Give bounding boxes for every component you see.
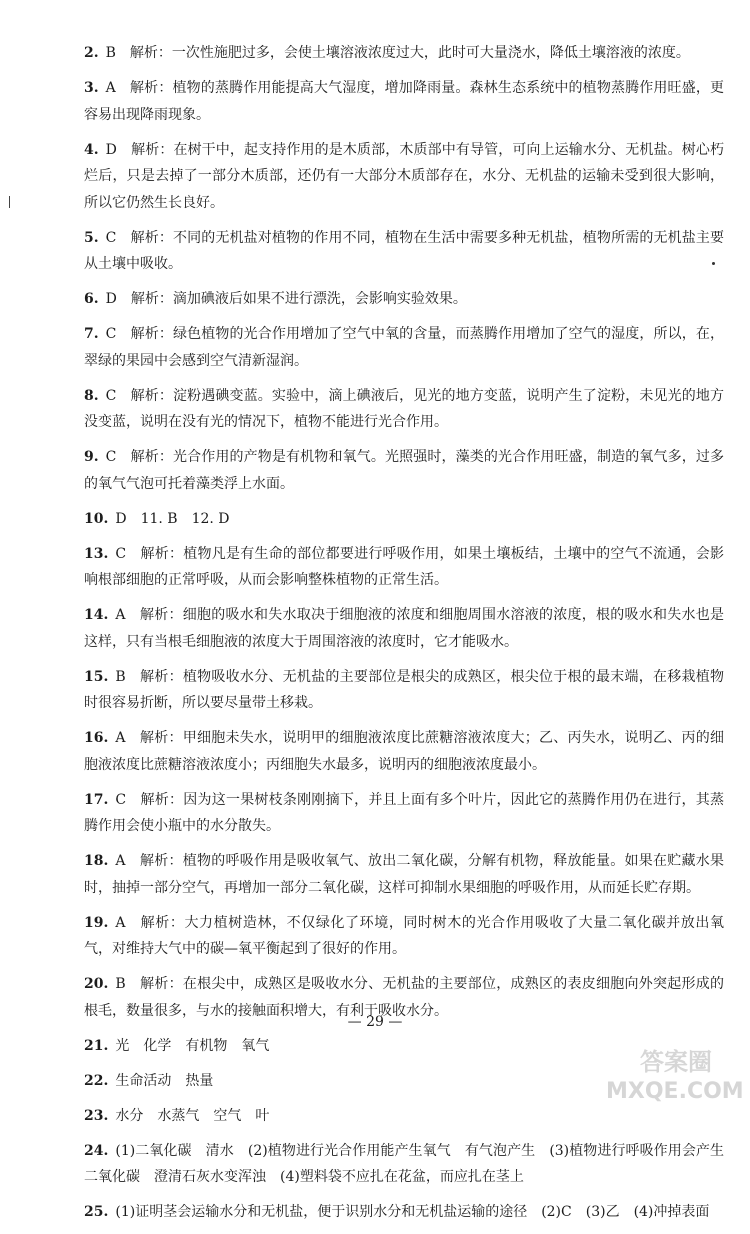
answer-item-13: 13. C 解析：植物凡是有生命的部位都要进行呼吸作用，如果土壤板结，土壤中的空气不流通，会影响根部细胞的正常呼吸，从而会影响整株植物的正常生活。 [84,545,724,588]
answer-item-3: 3. A 解析：植物的蒸腾作用能提高大气湿度，增加降雨量。森林生态系统中的植物蒸腾作用旺盛，更容易出现降雨现象。 [84,80,724,123]
answer-item-7: 7. C 解析：绿色植物的光合作用增加了空气中氧的含量，而蒸腾作用增加了空气的湿度，所以，在，翠绿的果园中会感到空气清新湿润。 [84,326,724,369]
answer-item-24: 24. (1)二氧化碳 清水 (2)植物进行光合作用能产生氧气 有气泡产生 (3)植物进行呼吸作用会产生二氧化碳 澄清石灰水变浑浊 (4)塑料袋不应扎在花盆，而应扎在茎上 [84,1142,724,1185]
answer-item-8: 8. C 解析：淀粉遇碘变蓝。实验中，滴上碘液后，见光的地方变蓝，说明产生了淀粉，未见光的地方没变蓝，说明在没有光的情况下，植物不能进行光合作用。 [84,387,724,430]
answer-item-25: 25. (1)证明茎会运输水分和无机盐，便于识别水分和无机盐运输的途径 (2)C (3)乙 (4)冲掉表面 [84,1204,710,1220]
answer-item-22: 22. 生命活动 热量 [84,1072,214,1089]
answer-item-4: 4. D 解析：在树干中，起支持作用的是木质部，木质部中有导管，可向上运输水分、无机盐。树心朽烂后，只是去掉了一部分木质部，还仍有一大部分木质部存在，水分、无机盐的运输未受到很大影响，所以它仍然生长良好。 [84,141,724,211]
page-number: — 29 — [347,1014,403,1030]
answer-item-18: 18. A 解析：植物的呼吸作用是吸收氧气、放出二氧化碳，分解有机物，释放能量。如果在贮藏水果时，抽掉一部分空气，再增加一部分二氧化碳，这样可抑制水果细胞的呼吸作用，从而延长贮存期。 [84,853,724,896]
answer-item-16: 16. A 解析：甲细胞未失水，说明甲的细胞液浓度比蔗糖溶液浓度大；乙、丙失水，说明乙、丙的细胞液浓度比蔗糖溶液浓度小；丙细胞失水最多，说明丙的细胞液浓度最小。 [84,730,724,773]
answer-item-2: 2. B 解析：一次性施肥过多，会使土壤溶液浓度过大，此时可大量浇水，降低土壤溶液的浓度。 [84,45,690,61]
answer-item-10-12: 10. D 11. B 12. D [84,510,230,527]
answer-item-23: 23. 水分 水蒸气 空气 叶 [84,1107,270,1124]
answer-item-19: 19. A 解析：大力植树造林，不仅绿化了环境，同时树木的光合作用吸收了大量二氧化碳并放出氧气，对维持大气中的碳—氧平衡起到了很好的作用。 [84,914,724,957]
answer-item-14: 14. A 解析：细胞的吸水和失水取决于细胞液的浓度和细胞周围水溶液的浓度，根的吸水和失水也是这样，只有当根毛细胞液的浓度大于周围溶液的浓度时，它才能吸水。 [84,607,724,650]
watermark-logo [600,1040,746,1104]
answer-item-17: 17. C 解析：因为这一果树枝条刚刚摘下，并且上面有多个叶片，因此它的蒸腾作用仍在进行，其蒸腾作用会使小瓶中的水分散失。 [84,791,724,834]
answer-item-9: 9. C 解析：光合作用的产物是有机物和氧气。光照强时，藻类的光合作用旺盛，制造的氧气多，过多的氧气气泡可托着藻类浮上水面。 [84,449,724,492]
answer-item-21: 21. 光 化学 有机物 氧气 [84,1037,270,1054]
watermark-bottom: MXQE.COM [606,1079,744,1104]
scan-mark [9,196,10,208]
answer-item-15: 15. B 解析：植物吸收水分、无机盐的主要部位是根尖的成熟区，根尖位于根的最末端，在移栽植物时很容易折断，所以要尽量带土移栽。 [84,668,724,711]
watermark-top: 答案圈 [640,1048,712,1076]
answer-item-6: 6. D 解析：滴加碘液后如果不进行漂洗，会影响实验效果。 [84,291,467,307]
answer-item-20: 20. B 解析：在根尖中，成熟区是吸收水分、无机盐的主要部位，成熟区的表皮细胞向外突起形成的根毛，数量很多，与水的接触面积增大，有利于吸收水分。 [84,976,724,1019]
answer-item-5: 5. C 解析：不同的无机盐对植物的作用不同，植物在生活中需要多种无机盐，植物所需的无机盐主要从土壤中吸收。 [84,229,724,272]
